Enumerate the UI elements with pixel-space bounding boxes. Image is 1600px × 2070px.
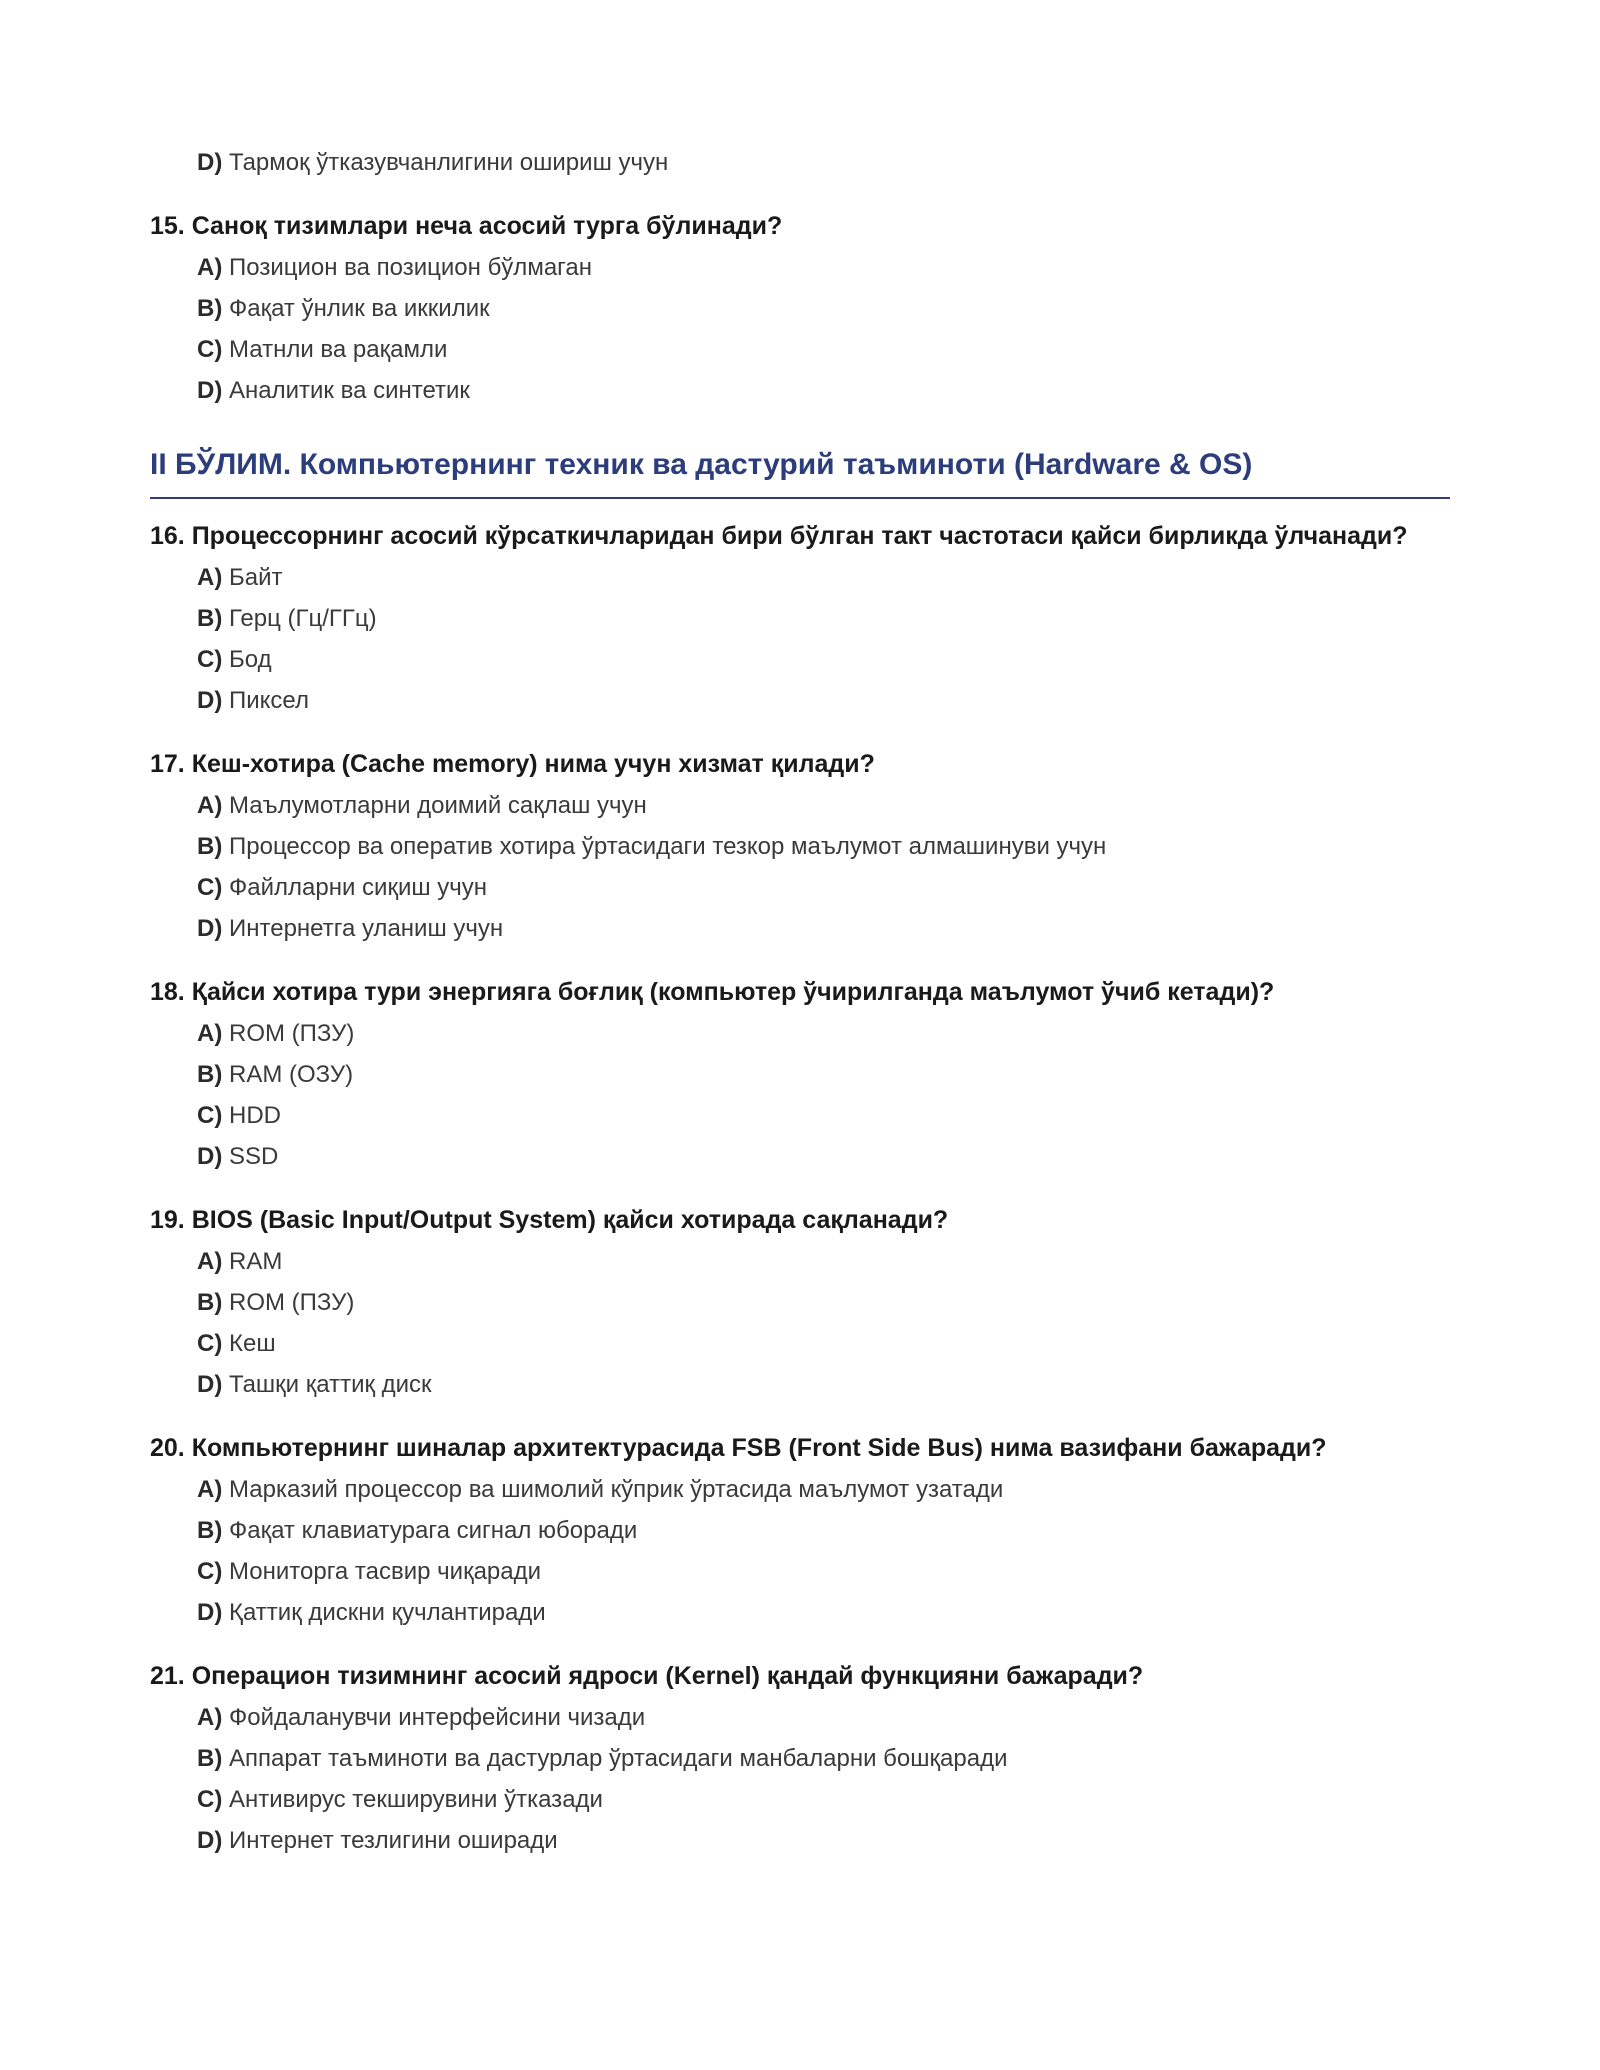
question-text: 17. Кеш-хотира (Cache memory) нима учун хизмат қилади? xyxy=(150,750,875,778)
answer-option xyxy=(150,604,1450,645)
option-letter: D) xyxy=(197,149,223,176)
option-text: RAM xyxy=(229,1248,283,1275)
answer-option xyxy=(150,1744,1450,1785)
document-page xyxy=(150,148,1450,1867)
answer-option xyxy=(150,376,1450,417)
option-text: Аппарат таъминоти ва дастурлар ўртасидаги манбаларни бошқаради xyxy=(229,1745,1008,1772)
answer-option xyxy=(150,1101,1450,1142)
answer-option xyxy=(150,791,1450,832)
option-text: Интернетга уланиш учун xyxy=(229,915,504,942)
question-text: 20. Компьютернинг шиналар архитектурасида FSB (Front Side Bus) нима вазифани бажаради? xyxy=(150,1434,1327,1462)
option-letter: A) xyxy=(197,254,223,281)
option-letter: B) xyxy=(197,833,223,860)
option-letter: C) xyxy=(197,1102,223,1129)
answer-option xyxy=(150,1288,1450,1329)
question-list xyxy=(150,521,1450,1867)
option-text: ROM (ПЗУ) xyxy=(229,1020,355,1047)
question-text: 18. Қайси хотира тури энергияга боғлиқ (компьютер ўчирилганда маълумот ўчиб кетади)? xyxy=(150,978,1275,1006)
question-block xyxy=(150,977,1450,1183)
answer-option xyxy=(150,335,1450,376)
answer-option xyxy=(150,1370,1450,1411)
option-text: Файлларни сиқиш учун xyxy=(229,874,488,901)
section-heading: II БЎЛИМ. Компьютернинг техник ва дастурий таъминоти (Hardware & OS) xyxy=(150,447,1450,499)
option-text: Байт xyxy=(229,564,283,591)
option-text: Герц (Гц/ГГц) xyxy=(229,605,377,632)
option-text: Марказий процессор ва шимолий кўприк ўртасида маълумот узатади xyxy=(229,1476,1004,1503)
option-text: Қаттиқ дискни қучлантиради xyxy=(229,1599,546,1626)
option-text: HDD xyxy=(229,1102,281,1129)
option-text: Пиксел xyxy=(229,687,309,714)
option-text: Интернет тезлигини оширади xyxy=(229,1827,558,1854)
answer-option xyxy=(150,1329,1450,1370)
option-text: Фақат ўнлик ва иккилик xyxy=(229,295,490,322)
option-letter: B) xyxy=(197,295,223,322)
option-letter: B) xyxy=(197,1289,223,1316)
option-letter: D) xyxy=(197,1599,223,1626)
option-text: Процессор ва оператив хотира ўртасидаги тезкор маълумот алмашинуви учун xyxy=(229,833,1107,860)
option-letter: B) xyxy=(197,605,223,632)
option-text: Матнли ва рақамли xyxy=(229,336,448,363)
answer-option xyxy=(150,686,1450,727)
question-block xyxy=(150,211,1450,417)
answer-option xyxy=(150,1703,1450,1744)
option-text: Позицион ва позицион бўлмаган xyxy=(229,254,592,281)
answer-option xyxy=(150,645,1450,686)
option-text: Фақат клавиатурага сигнал юборади xyxy=(229,1517,638,1544)
answer-option xyxy=(150,832,1450,873)
option-letter: A) xyxy=(197,564,223,591)
answer-option xyxy=(150,1598,1450,1639)
option-letter: A) xyxy=(197,1704,223,1731)
option-letter: D) xyxy=(197,1143,223,1170)
option-text: Маълумотларни доимий сақлаш учун xyxy=(229,792,647,819)
answer-option xyxy=(150,1247,1450,1288)
option-text: RAM (ОЗУ) xyxy=(229,1061,354,1088)
answer-option xyxy=(150,873,1450,914)
option-text: Фойдаланувчи интерфейсини чизади xyxy=(229,1704,646,1731)
answer-option xyxy=(150,1475,1450,1516)
question-block xyxy=(150,749,1450,955)
option-letter: B) xyxy=(197,1517,223,1544)
question-text: 21. Операцион тизимнинг асосий ядроси (Kernel) қандай функцияни бажаради? xyxy=(150,1662,1144,1690)
option-letter: A) xyxy=(197,792,223,819)
answer-option xyxy=(150,563,1450,604)
answer-option xyxy=(150,294,1450,335)
answer-option xyxy=(150,1060,1450,1101)
option-letter: C) xyxy=(197,874,223,901)
answer-option xyxy=(150,148,1450,189)
previous-question-options xyxy=(150,148,1450,189)
question-block xyxy=(150,1433,1450,1639)
option-text: SSD xyxy=(229,1143,279,1170)
answer-option xyxy=(150,1019,1450,1060)
answer-option xyxy=(150,1142,1450,1183)
option-letter: A) xyxy=(197,1476,223,1503)
option-text: Ташқи қаттиқ диск xyxy=(229,1371,432,1398)
option-letter: A) xyxy=(197,1020,223,1047)
option-letter: D) xyxy=(197,1827,223,1854)
option-letter: D) xyxy=(197,377,223,404)
option-letter: D) xyxy=(197,915,223,942)
answer-option xyxy=(150,1557,1450,1598)
option-letter: C) xyxy=(197,646,223,673)
option-letter: B) xyxy=(197,1061,223,1088)
option-text: Аналитик ва синтетик xyxy=(229,377,470,404)
option-letter: C) xyxy=(197,1558,223,1585)
option-text: Мониторга тасвир чиқаради xyxy=(229,1558,542,1585)
answer-option xyxy=(150,253,1450,294)
question-text: 19. BIOS (Basic Input/Output System) қайси хотирада сақланади? xyxy=(150,1206,949,1234)
option-letter: C) xyxy=(197,1330,223,1357)
answer-option xyxy=(150,1516,1450,1557)
question-text: 16. Процессорнинг асосий кўрсаткичларидан бири бўлган такт частотаси қайси бирликда ўлчанади? xyxy=(150,522,1408,550)
answer-option xyxy=(150,1826,1450,1867)
question-text: 15. Саноқ тизимлари неча асосий турга бўлинади? xyxy=(150,212,783,240)
option-text: Бод xyxy=(229,646,272,673)
answer-option xyxy=(150,914,1450,955)
option-letter: C) xyxy=(197,336,223,363)
option-text: Тармоқ ўтказувчанлигини ошириш учун xyxy=(229,149,669,176)
question-block xyxy=(150,1205,1450,1411)
option-letter: A) xyxy=(197,1248,223,1275)
question-block xyxy=(150,1661,1450,1867)
question-block xyxy=(150,521,1450,727)
option-text: ROM (ПЗУ) xyxy=(229,1289,355,1316)
option-letter: D) xyxy=(197,1371,223,1398)
option-letter: C) xyxy=(197,1786,223,1813)
option-letter: D) xyxy=(197,687,223,714)
option-text: Кеш xyxy=(229,1330,276,1357)
option-text: Антивирус текширувини ўтказади xyxy=(229,1786,603,1813)
option-letter: B) xyxy=(197,1745,223,1772)
answer-option xyxy=(150,1785,1450,1826)
